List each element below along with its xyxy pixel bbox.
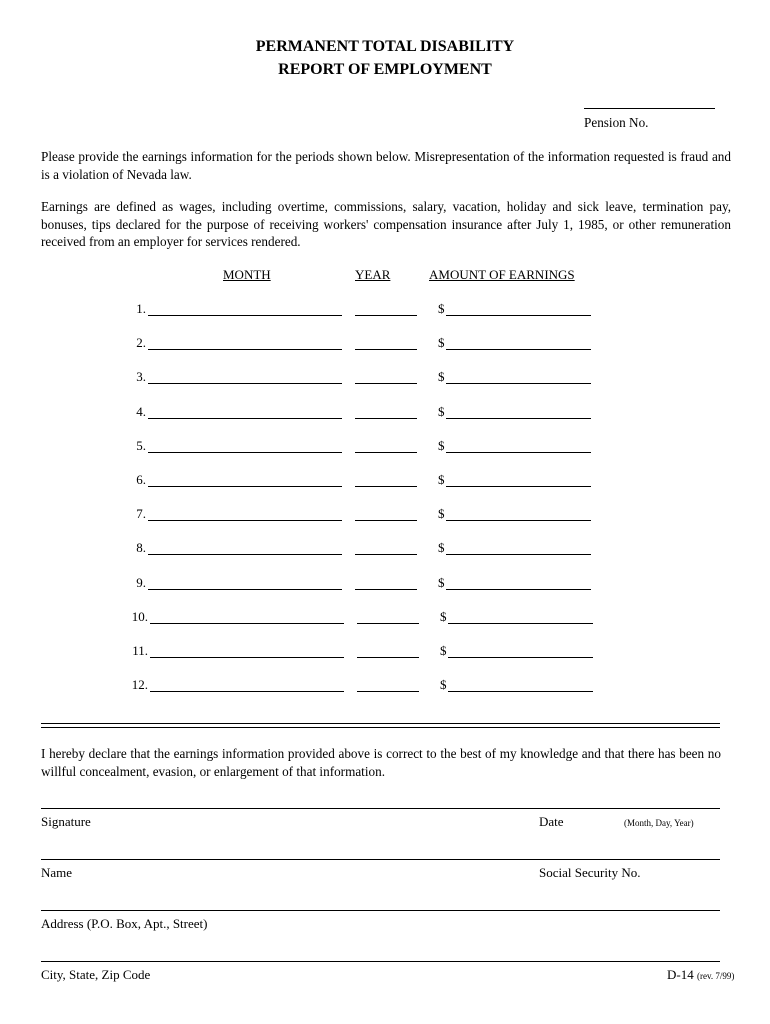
dollar-sign: $ <box>438 301 445 316</box>
table-row <box>0 301 770 321</box>
amount-field[interactable] <box>448 657 593 658</box>
row-number: 2. <box>136 335 146 351</box>
month-field[interactable] <box>150 623 344 624</box>
column-header-month: MONTH <box>223 267 271 282</box>
year-field[interactable] <box>355 418 417 419</box>
dollar-sign: $ <box>438 369 445 385</box>
signature-field[interactable] <box>41 808 720 809</box>
amount-field[interactable] <box>446 418 591 419</box>
table-row <box>0 643 770 663</box>
column-header-year: YEAR <box>355 267 391 282</box>
dollar-sign: $ <box>438 335 445 351</box>
row-number: 1. <box>136 301 146 316</box>
year-field[interactable] <box>355 589 417 590</box>
amount-field[interactable] <box>446 589 591 590</box>
table-row <box>0 506 770 526</box>
city-state-zip-field[interactable] <box>41 961 720 962</box>
table-row <box>0 540 770 560</box>
pension-number-label: Pension No. <box>584 115 649 130</box>
dollar-sign: $ <box>438 506 445 522</box>
separator-bottom <box>41 727 720 728</box>
year-field[interactable] <box>357 691 419 692</box>
pension-number-field[interactable] <box>584 108 715 109</box>
address-field[interactable] <box>41 910 720 911</box>
separator-top <box>41 723 720 724</box>
year-field[interactable] <box>355 520 417 521</box>
dollar-sign: $ <box>438 472 445 487</box>
month-field[interactable] <box>148 554 342 555</box>
form-number-code: D-14 <box>667 967 694 982</box>
row-number: 12. <box>131 677 148 693</box>
table-row <box>0 369 770 389</box>
amount-field[interactable] <box>446 452 591 453</box>
month-field[interactable] <box>148 589 342 590</box>
name-field[interactable] <box>41 859 720 860</box>
amount-field[interactable] <box>448 691 593 692</box>
dollar-sign: $ <box>440 608 447 624</box>
row-number: 8. <box>136 540 146 556</box>
dollar-sign: $ <box>440 677 447 693</box>
table-row <box>0 404 770 424</box>
name-label: Name <box>41 865 73 880</box>
table-row <box>0 438 770 458</box>
table-row <box>0 575 770 595</box>
earnings-definition-paragraph: Earnings are defined as wages, including overtime, commissions, salary, vacation, holiday and sick leave, termination pay, bonuses, tips declared for the purpose of receiving workers' compensation insurance after July 1, 1985, or other remuneration received from an employer for services rendered. <box>41 199 731 249</box>
month-field[interactable] <box>148 452 342 453</box>
row-number: 6. <box>136 472 146 487</box>
month-field[interactable] <box>148 315 342 316</box>
year-field[interactable] <box>355 452 417 453</box>
month-field[interactable] <box>148 383 342 384</box>
month-field[interactable] <box>150 691 344 692</box>
declaration-paragraph: I hereby declare that the earnings information provided above is correct to the best of my knowledge and that there has been no willful concealment, evasion, or enlargement of that information. <box>41 746 721 779</box>
year-field[interactable] <box>355 383 417 384</box>
row-number: 9. <box>136 574 146 590</box>
year-field[interactable] <box>355 315 417 316</box>
row-number: 10. <box>131 608 148 624</box>
amount-field[interactable] <box>446 349 591 350</box>
month-field[interactable] <box>150 657 344 658</box>
month-field[interactable] <box>148 418 342 419</box>
amount-field[interactable] <box>446 520 591 521</box>
ssn-label: Social Security No. <box>539 865 641 880</box>
dollar-sign: $ <box>438 574 445 590</box>
date-label: Date <box>539 814 564 829</box>
dollar-sign: $ <box>438 403 445 419</box>
dollar-sign: $ <box>438 540 445 556</box>
year-field[interactable] <box>355 554 417 555</box>
month-field[interactable] <box>148 486 342 487</box>
signature-label: Signature <box>41 814 91 829</box>
year-field[interactable] <box>357 623 419 624</box>
table-row <box>0 609 770 629</box>
row-number: 4. <box>136 403 146 419</box>
row-number: 7. <box>136 506 146 522</box>
form-title-line2: REPORT OF EMPLOYMENT <box>278 61 492 78</box>
form-number <box>667 967 734 983</box>
intro-paragraph: Please provide the earnings information for the periods shown below. Misrepresentation of the information requested is fraud and is a violation of Nevada law. <box>41 149 731 182</box>
month-field[interactable] <box>148 520 342 521</box>
dollar-sign: $ <box>438 437 445 453</box>
column-header-amount: AMOUNT OF EARNINGS <box>429 267 575 282</box>
city-state-zip-label: City, State, Zip Code <box>41 967 151 982</box>
amount-field[interactable] <box>448 623 593 624</box>
row-number: 3. <box>136 369 146 385</box>
amount-field[interactable] <box>446 486 591 487</box>
amount-field[interactable] <box>446 554 591 555</box>
table-row <box>0 677 770 697</box>
amount-field[interactable] <box>446 383 591 384</box>
address-label: Address (P.O. Box, Apt., Street) <box>41 916 208 931</box>
amount-field[interactable] <box>446 315 591 316</box>
year-field[interactable] <box>357 657 419 658</box>
dollar-sign: $ <box>440 643 447 658</box>
row-number: 11. <box>132 643 148 658</box>
date-format-hint: (Month, Day, Year) <box>624 818 694 828</box>
table-row <box>0 472 770 492</box>
form-revision: (rev. 7/99) <box>696 971 735 981</box>
month-field[interactable] <box>148 349 342 350</box>
year-field[interactable] <box>355 349 417 350</box>
form-title-line1: PERMANENT TOTAL DISABILITY <box>255 38 515 55</box>
row-number: 5. <box>136 437 146 453</box>
table-row <box>0 335 770 355</box>
year-field[interactable] <box>355 486 417 487</box>
